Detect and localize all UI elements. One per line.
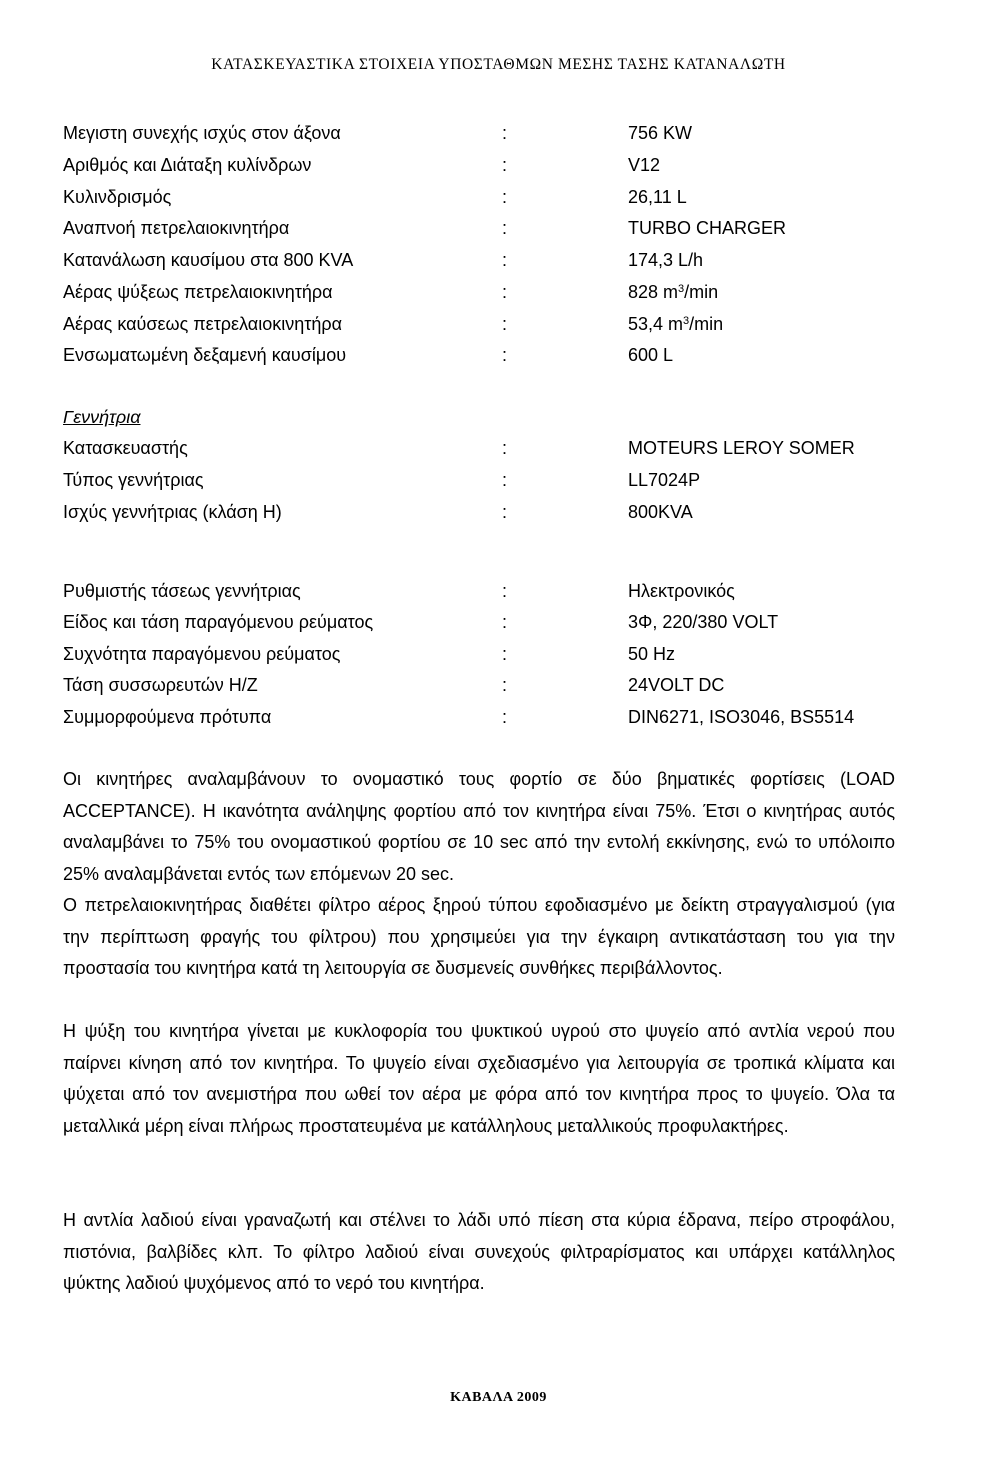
spec-separator: : <box>502 187 508 207</box>
spec-row-frequency <box>0 639 997 669</box>
spec-separator: : <box>502 707 508 727</box>
spec-label: Κυλινδρισμός <box>63 187 172 207</box>
spec-separator: : <box>502 282 508 302</box>
spec-value-suffix: /min <box>684 282 719 302</box>
spec-value: Ηλεκτρονικός <box>628 581 735 601</box>
document-title: ΚΑΤΑΣΚΕΥΑΣΤΙΚΑ ΣΤΟΙΧΕΙΑ ΥΠΟΣΤΑΘΜΩΝ ΜΕΣΗΣ ΤΑΣΗΣ ΚΑΤΑΝΑΛΩΤΗ <box>211 56 786 73</box>
spec-row-cylinders <box>0 150 997 180</box>
spec-label: Αναπνοή πετρελαιοκινητήρα <box>63 218 290 238</box>
spec-label: Κατανάλωση καυσίμου στα 800 KVA <box>63 250 354 270</box>
superscript: 3 <box>683 315 690 327</box>
spec-separator: : <box>502 675 508 695</box>
spec-separator: : <box>502 314 508 334</box>
spec-value-main: 828 m <box>628 282 679 302</box>
spec-value: DIN6271, ISO3046, BS5514 <box>628 707 855 727</box>
spec-label: Τύπος γεννήτριας <box>63 470 204 490</box>
spec-separator: : <box>502 502 508 522</box>
footer-location-year: ΚΑΒΑΛΑ 2009 <box>450 1390 547 1405</box>
spec-row-battery-voltage <box>0 670 997 700</box>
spec-separator: : <box>502 345 508 365</box>
spec-row-current-type <box>0 607 997 637</box>
spec-label: Αέρας καύσεως πετρελαιοκινητήρα <box>63 314 342 334</box>
spec-value: 26,11 L <box>628 187 687 207</box>
spec-label: Αριθμός και Διάταξη κυλίνδρων <box>63 155 312 175</box>
spec-row-generator-power <box>0 497 997 527</box>
spec-label: Τάση συσσωρευτών H/Z <box>63 675 258 695</box>
spec-row-fuel-consumption <box>0 245 997 275</box>
spec-separator: : <box>502 250 508 270</box>
spec-value: 600 L <box>628 345 674 365</box>
spec-value: 174,3 L/h <box>628 250 704 270</box>
spec-separator: : <box>502 438 508 458</box>
generator-heading: Γεννήτρια <box>63 407 141 427</box>
spec-value <box>628 309 723 339</box>
spec-separator: : <box>502 155 508 175</box>
spec-row-aspiration <box>0 213 997 243</box>
spec-separator: : <box>502 581 508 601</box>
paragraph-air-filter: Ο πετρελαιοκινητήρας διαθέτει φίλτρο αέρος ξηρού τύπου εφοδιασμένο με δείκτη στραγγαλισμού (για την περίπτωση φραγής του φίλτρου) που χρησιμεύει για την έγκαιρη αντικατάσταση του για την προστασία του κινητήρα κατά τη λειτουργία σε δυσμενείς συνθήκες περιβάλλοντος. <box>63 895 895 978</box>
spec-row-generator-type <box>0 465 997 495</box>
spec-value-suffix: /min <box>689 314 724 334</box>
spec-value: TURBO CHARGER <box>628 218 787 238</box>
spec-value <box>628 277 718 307</box>
spec-label: Αέρας ψύξεως πετρελαιοκινητήρα <box>63 282 333 302</box>
spec-label: Κατασκευαστής <box>63 438 188 458</box>
spec-label: Μεγιστη συνεχής ισχύς στον άξονα <box>63 123 341 143</box>
spec-row-combustion-air <box>0 309 997 339</box>
spec-separator: : <box>502 470 508 490</box>
spec-label: Ισχύς γεννήτριας (κλάση H) <box>63 502 282 522</box>
superscript: 3 <box>678 283 685 295</box>
paragraph-cooling: Η ψύξη του κινητήρα γίνεται με κυκλοφορία του ψυκτικού υγρού στο ψυγείο από αντλία νερού που παίρνει κίνηση από τον κινητήρα. Το ψυγείο είναι σχεδιασμένο για λειτουργία σε τροπικά κλίματα και ψύχεται από τον ανεμιστήρα που ωθεί τον αέρα με φόρα από τον κινητήρα προς το ψυγείο. Όλα τα μεταλλικά μέρη είναι πλήρως προστατευμένα με κατάλληλους μεταλλικούς προφυλακτήρες. <box>63 1021 895 1136</box>
spec-value: 756 KW <box>628 123 693 143</box>
spec-label: Ρυθμιστής τάσεως γεννήτριας <box>63 581 301 601</box>
spec-label: Ενσωματωμένη δεξαμενή καυσίμου <box>63 345 347 365</box>
spec-label: Συμμορφούμενα πρότυπα <box>63 707 272 727</box>
spec-value: 50 Hz <box>628 644 676 664</box>
paragraph-load-acceptance: Οι κινητήρες αναλαμβάνουν το ονομαστικό τους φορτίο σε δύο βηματικές φορτίσεις (LOAD ACCEPTANCE). Η ικανότητα ανάληψης φορτίου από τον κινητήρα είναι 75%. Έτσι ο κινητήρας αυτός αναλαμβάνει το 75% του ονομαστικού φορτίου σε 10 sec από την εντολή εκκίνησης, ενώ το υπόλοιπο 25% αναλαμβάνεται εντός των επόμενων 20 sec. <box>63 769 895 884</box>
spec-row-standards <box>0 702 997 732</box>
spec-label: Είδος και τάση παραγόμενου ρεύματος <box>63 612 374 632</box>
spec-row-cooling-air <box>0 277 997 307</box>
spec-value: 800KVA <box>628 502 693 522</box>
spec-value: LL7024P <box>628 470 701 490</box>
spec-row-displacement <box>0 182 997 212</box>
spec-value: 3Φ, 220/380 VOLT <box>628 612 779 632</box>
spec-separator: : <box>502 123 508 143</box>
spec-value: V12 <box>628 155 661 175</box>
spec-separator: : <box>502 644 508 664</box>
spec-separator: : <box>502 218 508 238</box>
paragraph-oil-pump: Η αντλία λαδιού είναι γραναζωτή και στέλνει το λάδι υπό πίεση στα κύρια έδρανα, πείρο στροφάλου, πιστόνια, βαλβίδες κλπ. Το φίλτρο λαδιού είναι συνεχούς φιλτραρίσματος και υπάρχει κατάλληλος ψύκτης λαδιού ψυχόμενος από το νερό του κινητήρα. <box>63 1210 895 1293</box>
spec-label: Συχνότητα παραγόμενου ρεύματος <box>63 644 341 664</box>
spec-row-max-power <box>0 118 997 148</box>
spec-value: 24VOLT DC <box>628 675 725 695</box>
spec-value-main: 53,4 m <box>628 314 684 334</box>
spec-separator: : <box>502 612 508 632</box>
spec-row-voltage-regulator <box>0 576 997 606</box>
spec-value: MOTEURS LEROY SOMER <box>628 438 855 458</box>
spec-row-manufacturer <box>0 433 997 463</box>
spec-row-fuel-tank <box>0 340 997 370</box>
